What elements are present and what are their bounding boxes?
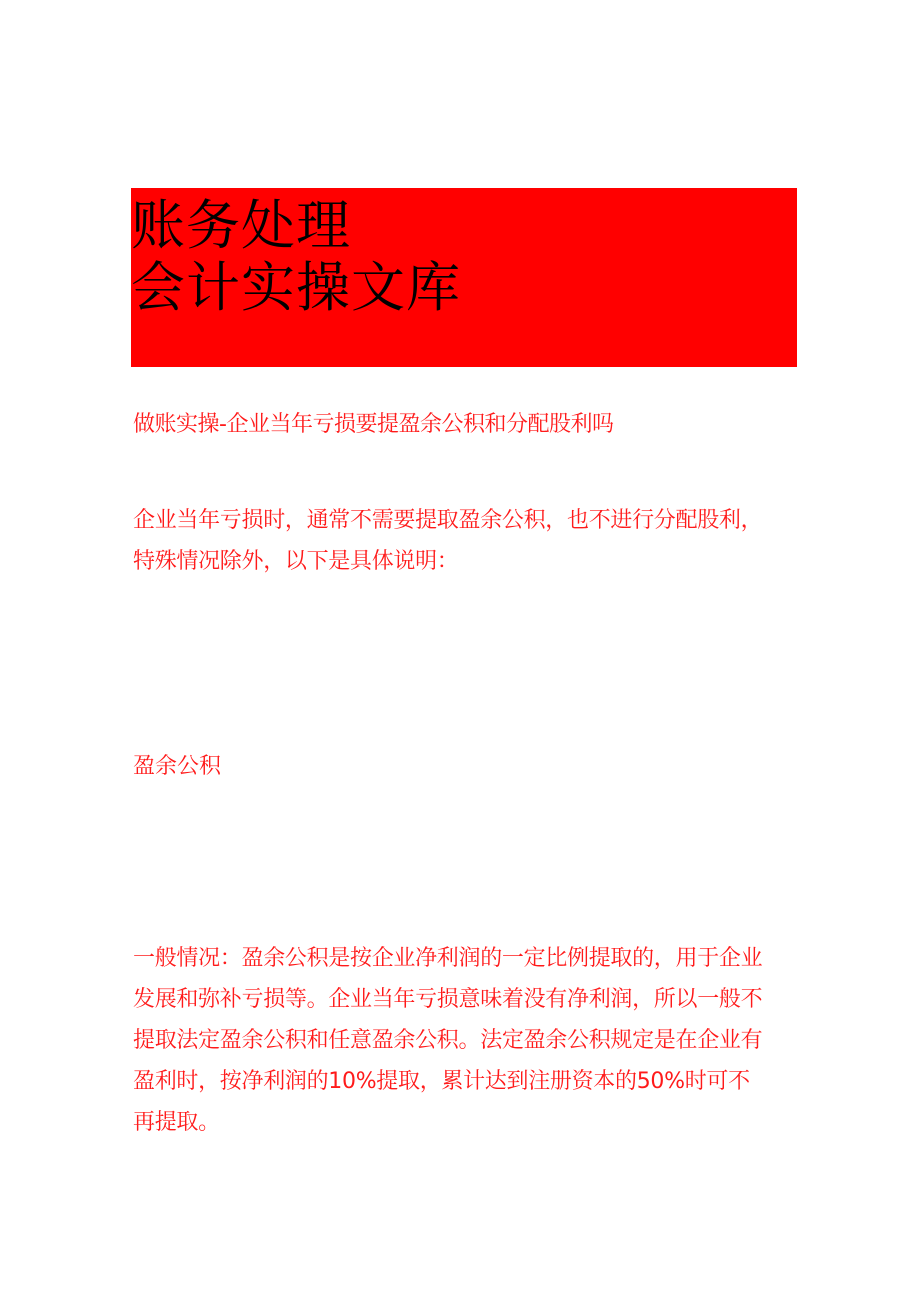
intro-paragraph bbox=[133, 500, 803, 582]
intro-line: 特殊情况除外，以下是具体说明： bbox=[133, 549, 459, 574]
section-heading: 盈余公积 bbox=[133, 754, 222, 779]
general-line: 再提取。 bbox=[133, 1110, 220, 1135]
article-title: 做账实操-企业当年亏损要提盈余公积和分配股利吗 bbox=[133, 412, 614, 437]
banner-title-line1: 账务处理 bbox=[131, 194, 351, 257]
general-line: 一般情况：盈余公积是按企业净利润的一定比例提取的，用于企业 bbox=[133, 946, 763, 971]
general-paragraph bbox=[133, 938, 803, 1143]
banner-title-line2: 会计实操文库 bbox=[131, 256, 461, 319]
intro-line: 企业当年亏损时，通常不需要提取盈余公积，也不进行分配股利， bbox=[133, 508, 763, 533]
general-line: 提取法定盈余公积和任意盈余公积。法定盈余公积规定是在企业有 bbox=[133, 1028, 763, 1053]
general-line: 发展和弥补亏损等。企业当年亏损意味着没有净利润，所以一般不 bbox=[133, 987, 763, 1012]
general-line: 盈利时，按净利润的10%提取，累计达到注册资本的50%时可不 bbox=[133, 1069, 750, 1094]
